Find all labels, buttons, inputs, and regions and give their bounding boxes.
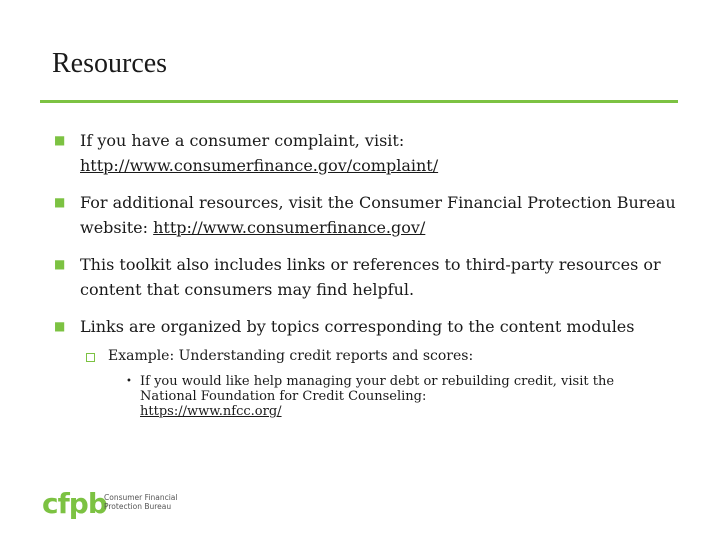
slide-title: Resources — [52, 48, 168, 79]
nfcc-link[interactable]: https://www.nfcc.org/ — [140, 404, 282, 419]
bullet-text: Links are organized by topics corresponding to the content modules — [80, 317, 635, 336]
cfpb-website-link[interactable]: http://www.consumerfinance.gov/ — [153, 218, 426, 237]
cfpb-logo-mark: cfpb — [42, 487, 107, 520]
complaint-link[interactable]: http://www.consumerfinance.gov/complaint/ — [80, 156, 439, 175]
square-bullet-icon: ■ — [54, 133, 66, 147]
sub-bullet-text: Example: Understanding credit reports and scores: — [108, 348, 474, 364]
bullet-text: For additional resources, visit the Consumer Financial Protection Bureau website: — [80, 193, 676, 237]
hollow-square-bullet-icon — [86, 353, 95, 362]
sub-sub-bullet-text: If you would like help managing your debt or rebuilding credit, visit the National Foundation for Credit Counseling: — [140, 374, 615, 404]
title-divider — [40, 100, 678, 103]
bullet-text: This toolkit also includes links or references to third-party resources or content that consumers may find helpful. — [80, 255, 661, 299]
dot-bullet-icon: • — [126, 376, 132, 387]
bullet-text: If you have a consumer complaint, visit: — [80, 131, 405, 150]
cfpb-logo — [42, 488, 182, 522]
square-bullet-icon: ■ — [54, 257, 66, 271]
square-bullet-icon: ■ — [54, 195, 66, 209]
square-bullet-icon: ■ — [54, 319, 66, 333]
cfpb-logo-text: Consumer Financial Protection Bureau — [104, 493, 178, 511]
